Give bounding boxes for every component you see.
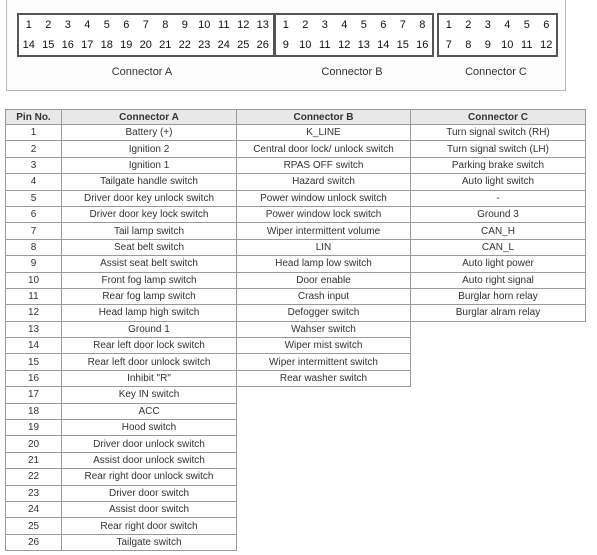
connector-a-cell: Hood switch: [62, 420, 237, 436]
table-row: [6, 321, 586, 337]
connector-b-cell: Central door lock/ unlock switch: [237, 141, 411, 157]
connector-a-cell: Driver door key unlock switch: [62, 190, 237, 206]
connector-b-bottom-row: [276, 35, 432, 55]
pin-number: 16: [61, 39, 74, 51]
connector-c-cell: [411, 354, 586, 370]
pin-number-cell: 23: [6, 485, 62, 501]
pin-number-cell: 20: [6, 436, 62, 452]
connector-a-bottom-row: [19, 35, 273, 55]
table-row: [6, 501, 586, 517]
pin-number: 10: [501, 39, 514, 51]
pin-number: 17: [81, 39, 94, 51]
connector-c-cell: [411, 452, 586, 468]
connector-b-cell: LIN: [237, 239, 411, 255]
table-row: [6, 190, 586, 206]
pin-number: 15: [42, 39, 55, 51]
pin-number: 9: [282, 39, 289, 51]
pin-number-cell: 2: [6, 141, 62, 157]
pin-number-cell: 10: [6, 272, 62, 288]
pin-number: 14: [377, 39, 390, 51]
header-pin-no: Pin No.: [6, 110, 62, 125]
pin-number-cell: 5: [6, 190, 62, 206]
pin-number: 12: [237, 19, 250, 31]
connector-c-cell: Burglar horn relay: [411, 288, 586, 304]
connector-a-cell: Key IN switch: [62, 387, 237, 403]
connector-a-cell: Rear left door unlock switch: [62, 354, 237, 370]
table-row: [6, 452, 586, 468]
connector-a-top-row: [19, 15, 273, 35]
table-row: [6, 534, 586, 550]
table-row: [6, 370, 586, 386]
pin-number: 18: [100, 39, 113, 51]
connector-a-cell: Assist seat belt switch: [62, 256, 237, 272]
pin-number: 2: [45, 19, 52, 31]
table-row: [6, 206, 586, 222]
table-row: [6, 256, 586, 272]
connector-b-cell: RPAS OFF switch: [237, 157, 411, 173]
table-row: [6, 469, 586, 485]
connector-c-cell: Turn signal switch (RH): [411, 125, 586, 141]
pin-number-cell: 9: [6, 256, 62, 272]
table-row: [6, 141, 586, 157]
connector-c-cell: CAN_H: [411, 223, 586, 239]
pin-number: 7: [399, 19, 406, 31]
pin-number-cell: 11: [6, 288, 62, 304]
connector-b-cell: [237, 534, 411, 550]
pin-number-cell: 18: [6, 403, 62, 419]
pin-number-cell: 16: [6, 370, 62, 386]
connector-b-cell: Door enable: [237, 272, 411, 288]
connector-a-cell: Driver door key lock switch: [62, 206, 237, 222]
pin-number: 8: [419, 19, 426, 31]
pin-number-cell: 12: [6, 305, 62, 321]
pin-number: 14: [22, 39, 35, 51]
connector-a-cell: Assist door unlock switch: [62, 452, 237, 468]
connector-b-cell: Wiper intermittent switch: [237, 354, 411, 370]
connector-c-cell: [411, 420, 586, 436]
pin-number: 8: [162, 19, 169, 31]
table-row: [6, 272, 586, 288]
connector-c-cell: [411, 436, 586, 452]
pin-number-cell: 14: [6, 338, 62, 354]
pin-number-cell: 8: [6, 239, 62, 255]
pin-number: 9: [484, 39, 491, 51]
pin-number-cell: 3: [6, 157, 62, 173]
connector-c-label: Connector C: [465, 66, 527, 78]
connector-a-cell: Tailgate switch: [62, 534, 237, 550]
connector-c-cell: Ground 3: [411, 206, 586, 222]
pin-number: 10: [198, 19, 211, 31]
pin-number-cell: 13: [6, 321, 62, 337]
pin-number: 3: [64, 19, 71, 31]
pin-number-cell: 7: [6, 223, 62, 239]
pin-number: 4: [84, 19, 91, 31]
pin-number: 24: [217, 39, 230, 51]
pin-number: 20: [139, 39, 152, 51]
pin-number-cell: 21: [6, 452, 62, 468]
pin-number: 10: [299, 39, 312, 51]
table-row: [6, 174, 586, 190]
connector-a-cell: Front fog lamp switch: [62, 272, 237, 288]
connector-diagram: [6, 0, 566, 91]
connector-a-cell: Tail lamp switch: [62, 223, 237, 239]
connector-c-cell: [411, 469, 586, 485]
pin-number: 5: [103, 19, 110, 31]
connector-c-cell: [411, 501, 586, 517]
table-row: [6, 239, 586, 255]
table-row: [6, 125, 586, 141]
pin-number: 7: [445, 39, 452, 51]
pin-number: 25: [237, 39, 250, 51]
pin-number: 21: [159, 39, 172, 51]
pin-number-cell: 6: [6, 206, 62, 222]
connector-b-cell: [237, 518, 411, 534]
pin-number-cell: 22: [6, 469, 62, 485]
connector-b-cell: K_LINE: [237, 125, 411, 141]
connector-b-cell: [237, 452, 411, 468]
connector-a: [17, 13, 275, 57]
connector-b-cell: Wiper intermittent volume: [237, 223, 411, 239]
pin-number-cell: 15: [6, 354, 62, 370]
connector-c-cell: Auto light switch: [411, 174, 586, 190]
connector-c-cell: [411, 403, 586, 419]
pin-number: 2: [465, 19, 472, 31]
connector-b-cell: [237, 501, 411, 517]
connector-a-cell: Driver door switch: [62, 485, 237, 501]
header-connector-a: Connector A: [62, 110, 237, 125]
pin-number: 19: [120, 39, 133, 51]
pin-number: 6: [123, 19, 130, 31]
connector-c-cell: [411, 518, 586, 534]
connector-c-bottom-row: [439, 35, 556, 55]
connector-b-cell: [237, 485, 411, 501]
connector-a-cell: Assist door switch: [62, 501, 237, 517]
connector-a-cell: Inhibit "R": [62, 370, 237, 386]
connector-b-cell: Hazard switch: [237, 174, 411, 190]
connector-c-cell: [411, 534, 586, 550]
connector-c-cell: -: [411, 190, 586, 206]
pin-number: 1: [25, 19, 32, 31]
connector-c-cell: Parking brake switch: [411, 157, 586, 173]
connector-a-cell: Rear right door switch: [62, 518, 237, 534]
connector-a-label: Connector A: [111, 66, 173, 78]
connector-a-cell: Battery (+): [62, 125, 237, 141]
connector-c: [437, 13, 558, 57]
pin-number: 5: [360, 19, 367, 31]
connector-a-cell: Ignition 2: [62, 141, 237, 157]
pin-number: 4: [341, 19, 348, 31]
pin-number: 15: [396, 39, 409, 51]
pin-number: 3: [484, 19, 491, 31]
table-row: [6, 157, 586, 173]
pin-number: 8: [465, 39, 472, 51]
connector-c-cell: Auto right signal: [411, 272, 586, 288]
pin-number: 13: [357, 39, 370, 51]
pin-number-cell: 4: [6, 174, 62, 190]
pin-number: 4: [504, 19, 511, 31]
connector-c-cell: [411, 321, 586, 337]
pin-number: 11: [319, 39, 331, 51]
connector-c-cell: Turn signal switch (LH): [411, 141, 586, 157]
table-row: [6, 436, 586, 452]
connector-b-label: Connector B: [321, 66, 383, 78]
pin-number: 12: [338, 39, 351, 51]
pin-number: 6: [380, 19, 387, 31]
connector-b-cell: [237, 403, 411, 419]
pin-number: 13: [256, 19, 269, 31]
connector-a-cell: Ground 1: [62, 321, 237, 337]
pin-number: 16: [416, 39, 429, 51]
connector-b-cell: [237, 469, 411, 485]
table-row: [6, 338, 586, 354]
pin-number-cell: 19: [6, 420, 62, 436]
connector-c-cell: Burglar alram relay: [411, 305, 586, 321]
pin-number: 1: [445, 19, 452, 31]
connector-b-cell: Rear washer switch: [237, 370, 411, 386]
table-header-row: [6, 110, 586, 125]
connector-b: [274, 13, 434, 57]
connector-a-cell: Rear left door lock switch: [62, 338, 237, 354]
table-row: [6, 485, 586, 501]
connector-c-cell: [411, 370, 586, 386]
pin-table: [5, 109, 586, 551]
connector-c-cell: CAN_L: [411, 239, 586, 255]
connector-b-cell: [237, 387, 411, 403]
connector-b-top-row: [276, 15, 432, 35]
pin-number-cell: 24: [6, 501, 62, 517]
connector-a-cell: Rear fog lamp switch: [62, 288, 237, 304]
connector-b-cell: Wiper mist switch: [237, 338, 411, 354]
pin-number: 5: [523, 19, 530, 31]
pin-number: 26: [256, 39, 269, 51]
connector-a-cell: Driver door unlock switch: [62, 436, 237, 452]
connector-a-cell: Tailgate handle switch: [62, 174, 237, 190]
connector-b-cell: Wahser switch: [237, 321, 411, 337]
pin-number: 1: [282, 19, 289, 31]
table-row: [6, 223, 586, 239]
pin-number-cell: 25: [6, 518, 62, 534]
pin-number-cell: 1: [6, 125, 62, 141]
table-row: [6, 403, 586, 419]
pin-number: 22: [178, 39, 191, 51]
connector-b-cell: Power window lock switch: [237, 206, 411, 222]
connector-a-cell: Rear right door unlock switch: [62, 469, 237, 485]
table-row: [6, 518, 586, 534]
pin-number: 6: [543, 19, 550, 31]
connector-b-cell: Head lamp low switch: [237, 256, 411, 272]
pin-number-cell: 17: [6, 387, 62, 403]
pin-number: 7: [142, 19, 149, 31]
table-row: [6, 288, 586, 304]
pin-number: 2: [302, 19, 309, 31]
pin-number: 9: [181, 19, 188, 31]
header-connector-c: Connector C: [411, 110, 586, 125]
table-row: [6, 354, 586, 370]
connector-c-cell: [411, 338, 586, 354]
header-connector-b: Connector B: [237, 110, 411, 125]
pin-number: 11: [218, 19, 230, 31]
connector-a-cell: ACC: [62, 403, 237, 419]
connector-c-cell: [411, 387, 586, 403]
connector-b-cell: Power window unlock switch: [237, 190, 411, 206]
table-row: [6, 420, 586, 436]
connector-a-cell: Ignition 1: [62, 157, 237, 173]
connector-b-cell: Defogger switch: [237, 305, 411, 321]
connector-b-cell: [237, 436, 411, 452]
connector-b-cell: Crash input: [237, 288, 411, 304]
connector-c-cell: [411, 485, 586, 501]
connector-a-cell: Head lamp high switch: [62, 305, 237, 321]
pin-number: 12: [540, 39, 553, 51]
connector-c-top-row: [439, 15, 556, 35]
pin-number: 23: [198, 39, 211, 51]
table-row: [6, 305, 586, 321]
connector-b-cell: [237, 420, 411, 436]
pin-number: 11: [521, 39, 533, 51]
connector-c-cell: Auto light power: [411, 256, 586, 272]
table-row: [6, 387, 586, 403]
connector-a-cell: Seat belt switch: [62, 239, 237, 255]
pin-number: 3: [321, 19, 328, 31]
pin-number-cell: 26: [6, 534, 62, 550]
